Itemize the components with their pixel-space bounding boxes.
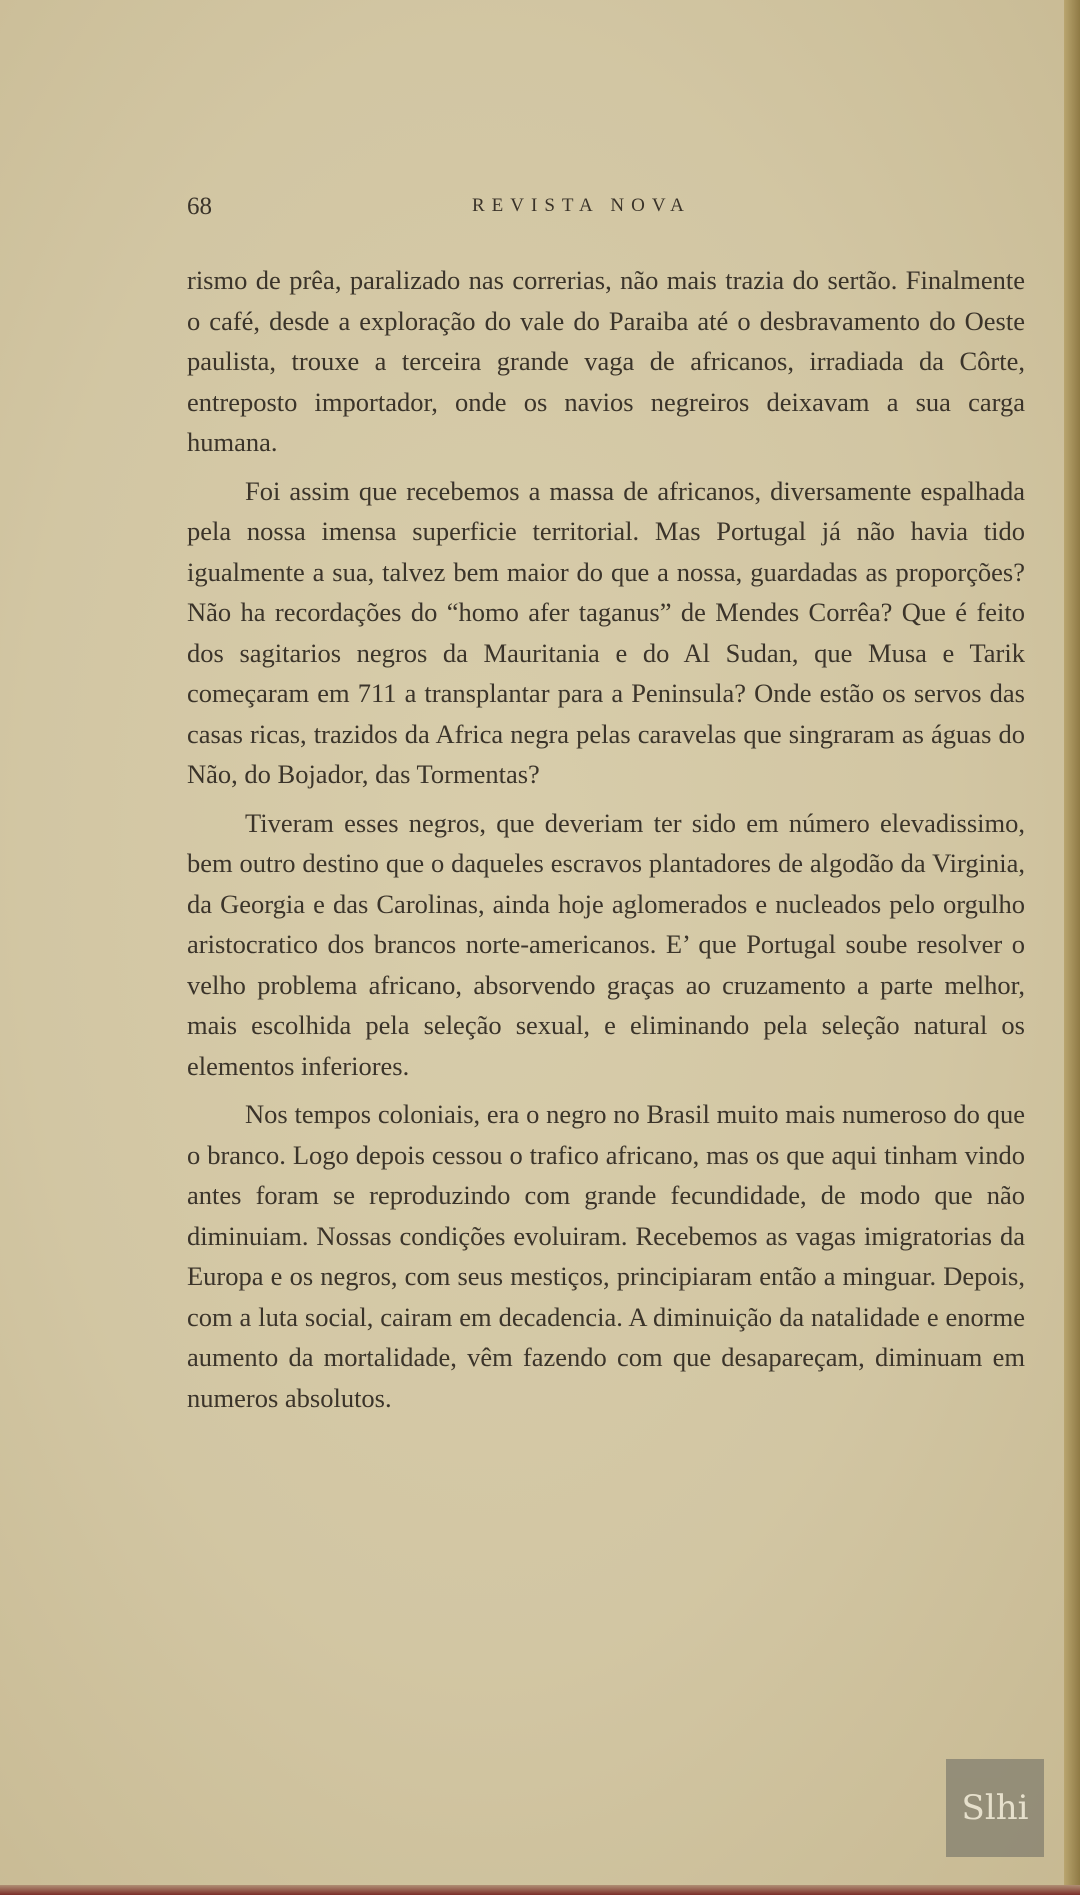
running-title: REVISTA NOVA	[472, 195, 691, 216]
paragraph: Tiveram esses negros, que deveriam ter sido em número elevadissimo, bem outro destino que o daqueles escravos plantadores de algodão da Virginia, da Georgia e das Carolinas, ainda hoje aglomerados e nucleados pelo orgulho aristocratico dos brancos norte-americanos. E’ que Portugal soube resolver o velho problema africano, absorvendo graças ao cruzamento a parte melhor, mais escolhida pela seleção sexual, e eliminando pela seleção natural os elementos inferiores.	[187, 807, 1025, 1081]
page-right-edge	[1064, 0, 1080, 1895]
paragraph: rismo de prêa, paralizado nas correrias, não mais trazia do sertão. Finalmente o café, desde a exploração do vale do Paraiba até o desbravamento do Oeste paulista, trouxe a terceira grande vaga de africanos, irradiada da Côrte, entreposto importador, onde os navios negreiros deixavam a sua carga humana.	[187, 265, 1025, 457]
body-text	[187, 260, 1025, 1426]
paragraph: Nos tempos coloniais, era o negro no Brasil muito mais numeroso do que o branco. Logo depois cessou o trafico africano, mas os que aqui tinham vindo antes foram se reproduzindo com grande fecundidade, de modo que não diminuiam. Nossas condições evoluiram. Recebemos as vagas imigratorias da Europa e os negros, com seus mestiços, principiaram então a minguar. Depois, com a luta social, cairam em decadencia. A diminuição da natalidade e enorme aumento da mortalidade, vêm fazendo com que desapareçam, diminuam em numeros absolutos.	[187, 1099, 1025, 1413]
running-header	[187, 193, 1017, 229]
paragraph: Foi assim que recebemos a massa de africanos, diversamente espalhada pela nossa imensa superficie territorial. Mas Portugal já não havia tido igualmente a sua, talvez bem maior do que a nossa, guardadas as proporções? Não ha recordações do “homo afer taganus” de Mendes Corrêa? Que é feito dos sagitarios negros da Mauritania e do Al Sudan, que Musa e Tarik começaram em 711 a transplantar para a Peninsula? Onde estão os servos das casas ricas, trazidos da Africa negra pelas caravelas que singraram as águas do Não, do Bojador, das Tormentas?	[187, 475, 1025, 789]
page-bottom-edge	[0, 1885, 1080, 1895]
slhi-watermark-logo	[946, 1759, 1044, 1857]
watermark-text: Slhi	[961, 1788, 1029, 1828]
page-number: 68	[187, 193, 212, 220]
